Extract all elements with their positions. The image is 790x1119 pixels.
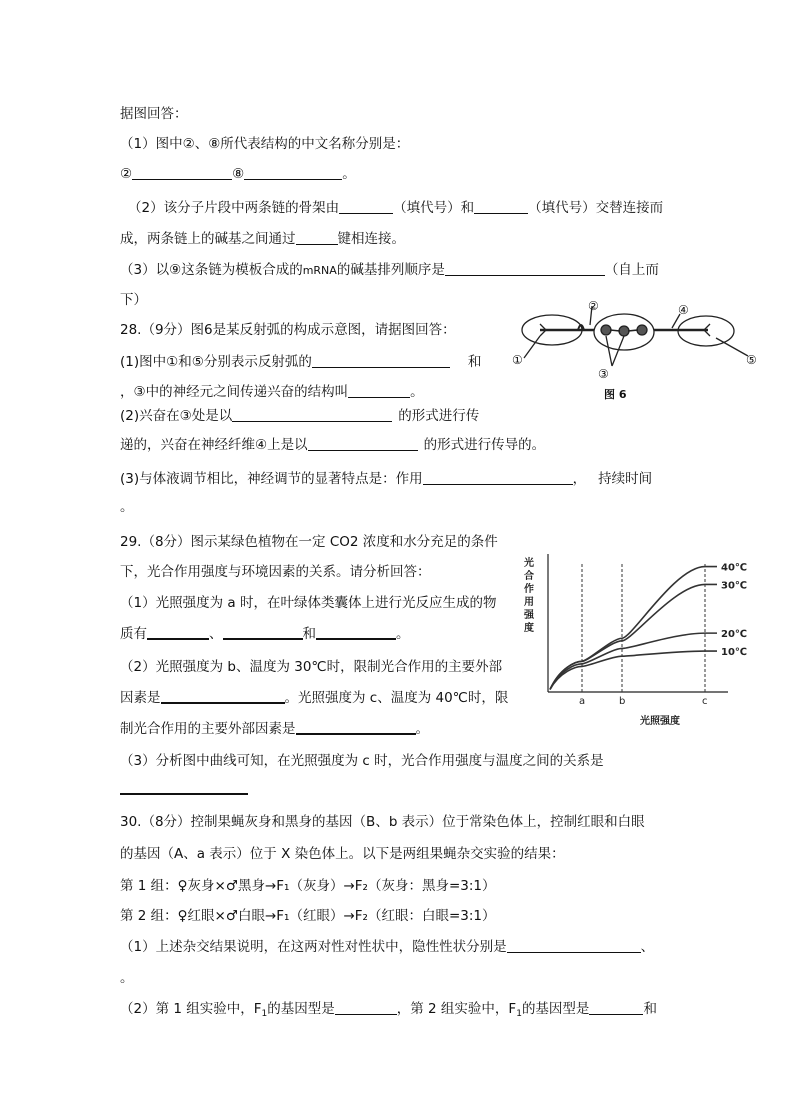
leader-1 bbox=[524, 336, 540, 358]
fig-label-4: ④ bbox=[678, 303, 689, 317]
blank-q28-synapse[interactable] bbox=[348, 383, 410, 398]
blank-q27-2[interactable] bbox=[132, 165, 232, 180]
leader-5 bbox=[716, 338, 748, 356]
blank-q28-3[interactable] bbox=[232, 407, 392, 422]
q29-part3-answer bbox=[120, 779, 248, 799]
q28-part1-cont: ，③中的神经元之间传递兴奋的结构叫 。 bbox=[120, 384, 424, 400]
fig-label-3: ③ bbox=[598, 367, 609, 381]
q27-part1-answer: ② ⑧ 。 bbox=[120, 166, 356, 182]
neuron-body-1 bbox=[601, 325, 611, 335]
chart-plot bbox=[548, 554, 747, 707]
blank-q28-1[interactable] bbox=[312, 353, 450, 368]
fig-label-1: ① bbox=[512, 353, 523, 367]
q27-part1: （1）图中②、⑧所代表结构的中文名称分别是： bbox=[120, 136, 410, 152]
blank-q27-mrna[interactable] bbox=[445, 261, 605, 276]
q28-part3-cont: 。 bbox=[120, 499, 134, 515]
q27-part2-cont: 成，两条链上的碱基之间通过 键相连接。 bbox=[120, 231, 405, 247]
neuron-body-3 bbox=[637, 325, 647, 335]
blank-q29-product-2[interactable] bbox=[223, 624, 303, 640]
ylabel-char: 作 bbox=[524, 584, 534, 595]
q29-part2: （2）光照强度为 b、温度为 30℃时，限制光合作用的主要外部 bbox=[120, 659, 503, 675]
q30-group-1: 第 1 组：♀灰身×♂黑身→F₁（灰身）→F₂（灰身：黑身=3:1） bbox=[120, 878, 496, 894]
blank-q27-backbone-1[interactable] bbox=[339, 199, 393, 214]
blank-q27-8[interactable] bbox=[244, 165, 342, 180]
blank-q30-recessive[interactable] bbox=[507, 938, 641, 953]
blank-q27-bond[interactable] bbox=[296, 230, 338, 245]
ylabel-char: 光 bbox=[524, 558, 534, 569]
series-label-1: 30℃ bbox=[721, 580, 748, 592]
q28-heading: 28.（9分）图6是某反射弧的构成示意图，请据图回答： bbox=[120, 322, 456, 338]
fig6-caption: 图 6 bbox=[604, 388, 627, 401]
q30-part1-cont: 。 bbox=[120, 970, 134, 986]
q29-part1: （1）光照强度为 a 时，在叶绿体类囊体上进行光反应生成的物 bbox=[120, 595, 497, 611]
q30-part2: （2）第 1 组实验中，$F_1$的基因型是 ，第 2 组实验中，$F_1$的基因型是 和 bbox=[120, 1001, 657, 1019]
ylabel-char: 强 bbox=[524, 610, 534, 621]
q28-part1: (1)图中①和⑤分别表示反射弧的 和 bbox=[120, 354, 482, 370]
q29-part2-cont2: 制光合作用的主要外部因素是 。 bbox=[120, 721, 429, 737]
q29-part2-cont: 因素是 。光照强度为 c、温度为 40℃时，限 bbox=[120, 690, 509, 706]
series-label-0: 40℃ bbox=[721, 562, 748, 574]
leader-3 bbox=[606, 336, 624, 366]
q28-part2: (2)兴奋在③处是以 的形式进行传 bbox=[120, 408, 480, 424]
blank-q29-factor-b[interactable] bbox=[161, 688, 285, 704]
chart-ylabel bbox=[523, 556, 535, 634]
series-label-2: 20℃ bbox=[721, 629, 748, 641]
label-8: ⑧ bbox=[232, 166, 245, 182]
q30-group-2: 第 2 组：♀红眼×♂白眼→F₁（红眼）→F₂（红眼：白眼=3:1） bbox=[120, 908, 496, 924]
chart-xlabel: 光照强度 bbox=[640, 716, 680, 727]
blank-q29-relation[interactable] bbox=[120, 779, 248, 795]
series-line-3 bbox=[550, 651, 717, 689]
ylabel-char: 度 bbox=[524, 623, 534, 634]
series-line-1 bbox=[550, 584, 717, 689]
photosynthesis-chart bbox=[520, 544, 748, 730]
q27-part3-cont: 下） bbox=[120, 292, 147, 308]
ylabel-char: 合 bbox=[524, 571, 534, 582]
x-tick-c: c bbox=[702, 696, 708, 707]
q29-heading-2: 下，光合作用强度与环境因素的关系。请分析回答： bbox=[120, 564, 431, 580]
q30-heading-1: 30.（8分）控制果蝇灰身和黑身的基因（B、b 表示）位于常染色体上，控制红眼和白眼 bbox=[120, 814, 645, 830]
q30-heading-2: 的基因（A、a 表示）位于 X 染色体上。以下是两组果蝇杂交实验的结果： bbox=[120, 846, 565, 862]
blank-q29-product-1[interactable] bbox=[147, 624, 209, 640]
q29-part3: （3）分析图中曲线可知，在光照强度为 c 时，光合作用强度与温度之间的关系是 bbox=[120, 753, 604, 769]
blank-q28-4[interactable] bbox=[308, 436, 418, 451]
reflex-arc-figure bbox=[510, 298, 772, 402]
q27-intro: 据图回答： bbox=[120, 106, 188, 122]
blank-q30-g2[interactable] bbox=[589, 1000, 643, 1015]
q29-part1-cont: 质有 、 和 。 bbox=[120, 626, 410, 642]
x-tick-b: b bbox=[619, 696, 626, 707]
fig-label-2: ② bbox=[588, 299, 599, 313]
q28-part2-cont: 递的，兴奋在神经纤维④上是以 的形式进行传导的。 bbox=[120, 437, 546, 453]
series-label-3: 10℃ bbox=[721, 647, 748, 659]
series-line-0 bbox=[550, 567, 717, 690]
blank-q29-factor-c[interactable] bbox=[296, 719, 416, 735]
blank-q29-product-3[interactable] bbox=[316, 624, 396, 640]
q27-part2: （2）该分子片段中两条链的骨架由 （填代号）和 （填代号）交替连接而 bbox=[128, 200, 664, 216]
blank-q27-backbone-2[interactable] bbox=[474, 199, 528, 214]
x-tick-a: a bbox=[579, 696, 586, 707]
fig-label-5: ⑤ bbox=[746, 353, 757, 367]
q30-part1: （1）上述杂交结果说明，在这两对性对性状中，隐性性状分别是 、 bbox=[120, 939, 655, 955]
q29-heading-1: 29.（8分）图示某绿色植物在一定 CO2 浓度和水分充足的条件 bbox=[120, 534, 498, 550]
blank-q30-g1[interactable] bbox=[335, 1000, 397, 1015]
label-2: ② bbox=[120, 166, 133, 182]
blank-q28-action[interactable] bbox=[423, 470, 573, 485]
ylabel-char: 用 bbox=[524, 597, 534, 608]
q28-part3: (3)与体液调节相比，神经调节的显著特点是：作用 ， 持续时间 bbox=[120, 471, 653, 487]
q27-part3: （3）以⑨这条链为模板合成的mRNA的碱基排列顺序是 （自上而 bbox=[120, 262, 659, 278]
neuron-body-2 bbox=[619, 326, 629, 336]
series-line-2 bbox=[550, 633, 717, 689]
